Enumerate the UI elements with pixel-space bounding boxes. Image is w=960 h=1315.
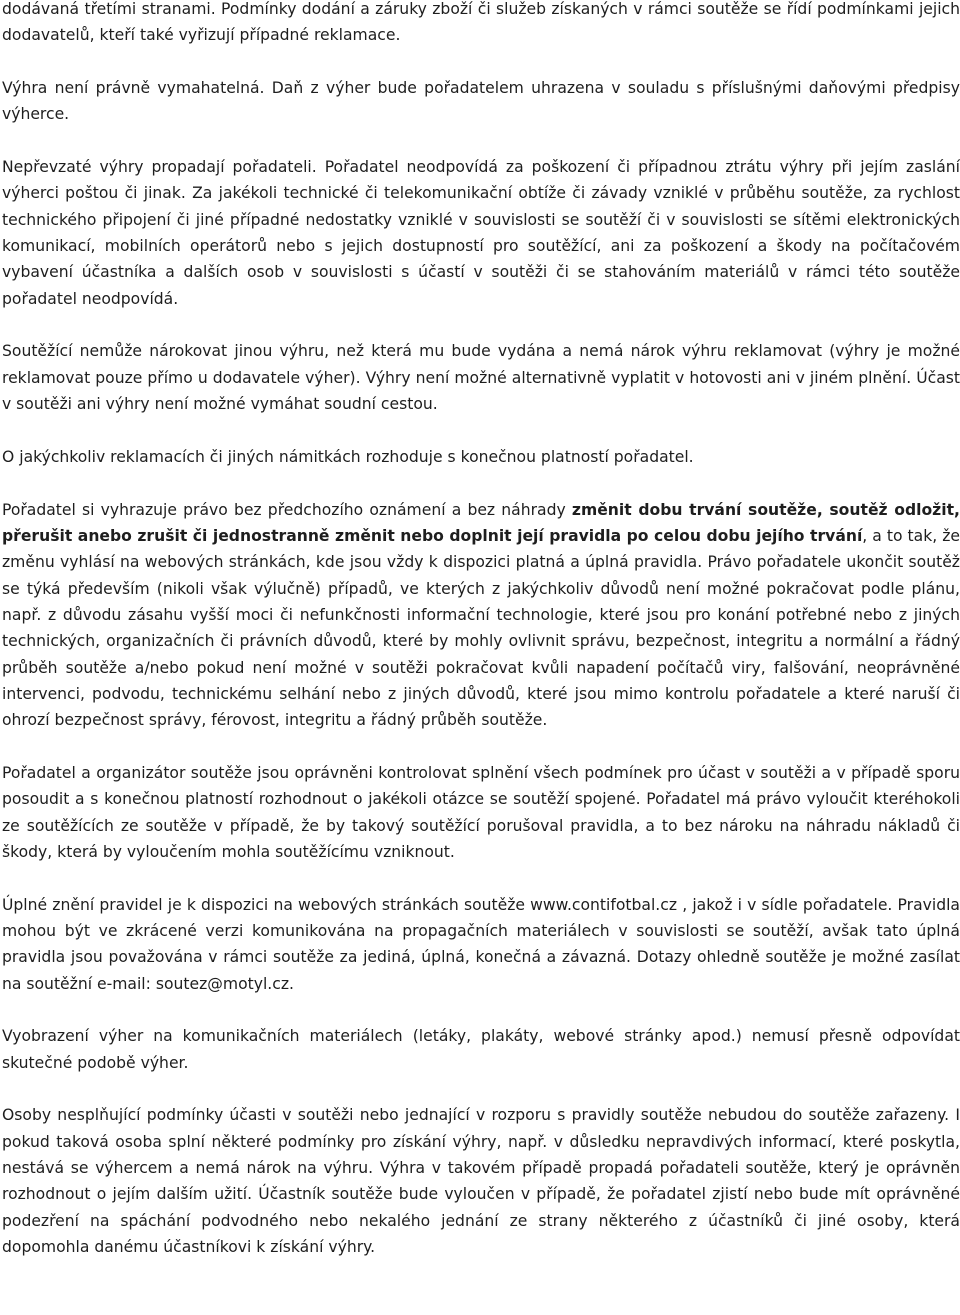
paragraph-final-decision (2, 444, 960, 470)
text-segment: Vyobrazení výher na komunikačních materiálech (letáky, plakáty, webové stránky apod.) nemusí přesně odpovídat skutečné podobě výher. (2, 1027, 960, 1072)
text-segment: Soutěžící nemůže nárokovat jinou výhru, než která mu bude vydána a nemá nárok výhru reklamovat (výhry je možné reklamovat pouze přímo u dodavatele výher). Výhry není možné alternativně vyplatit v hotovosti ani v jiném plnění. Účast v soutěži ani výhry není možné vymáhat soudní cestou. (2, 342, 960, 414)
paragraph-supplier-conditions (2, 0, 960, 49)
text-segment: Výhra není právně vymahatelná. Daň z výher bude pořadatelem uhrazena v souladu s příslušnými daňovými předpisy výherce. (2, 79, 960, 124)
paragraph-claims (2, 338, 960, 417)
text-segment: Pořadatel a organizátor soutěže jsou oprávněni kontrolovat splnění všech podmínek pro účast v soutěži a v případě sporu posoudit a s konečnou platností rozhodnout o jakékoli otázce se soutěží spojené. Pořadatel má právo vyloučit kteréhokoli ze soutěžících ze soutěže v případě, že by takový soutěžící porušoval pravidla, a to bez nároku na náhradu nákladů či škody, která by vyloučením mohla soutěžícímu vzniknout. (2, 763, 960, 861)
paragraph-rule-changes (2, 497, 960, 734)
paragraph-organizer-rights (2, 760, 960, 865)
text-segment-bold: změnit dobu trvání soutěže, soutěž odložit, přerušit anebo zrušit či jednostranně změnit nebo doplnit její pravidla po celou dobu jejího trvání (2, 500, 960, 545)
paragraph-prize-images (2, 1023, 960, 1076)
paragraph-liability (2, 154, 960, 312)
text-segment: Osoby nesplňující podmínky účasti v soutěži nebo jednající v rozporu s pravidly soutěže nebudou do soutěže zařazeny. I pokud taková osoba splní některé podmínky pro získání výhry, např. v důsledku nepravdivých informací, které poskytla, nestává se výhercem a nemá nárok na výhru. Výhra v takovém případě propadá pořadateli soutěže, který je oprávněn rozhodnout o jejím dalším užití. Účastník soutěže bude vyloučen v případě, že pořadatel zjistí nebo bude mít oprávněné podezření na spáchání podvodného nebo nekalého jednání ze strany některého z účastníků či jiné osoby, která dopomohla danému účastníkovi k získání výhry. (2, 1106, 960, 1257)
paragraph-exclusion (2, 1102, 960, 1260)
text-segment: Pořadatel si vyhrazuje právo bez předchozího oznámení a bez náhrady (2, 500, 572, 519)
paragraph-prize-tax (2, 75, 960, 128)
text-segment: O jakýchkoliv reklamacích či jiných námitkách rozhoduje s konečnou platností pořadatel. (2, 447, 694, 466)
text-segment: , a to tak, že změnu vyhlásí na webových stránkách, kde jsou vždy k dispozici platná a úplná pravidla. Právo pořadatele ukončit soutěž se týká především (nikoli však výlučně) případů, ve kterých z jakýchkoliv důvodů není možné pokračovat podle plánu, např. z důvodu zásahu vyšší moci či nefunkčnosti informační technologie, které jsou pro konání potřebné nebo z jiných technických, organizačních či právních důvodů, které by mohly ovlivnit správu, bezpečnost, integritu a normální a řádný průběh soutěže a/nebo pokud není možné v soutěži pokračovat kvůli napadení počítačů viry, falšování, neoprávněné intervenci, podvodu, technickému selhání nebo z jiných důvodů, které jsou mimo kontrolu pořadatele a které naruší či ohrozí bezpečnost správy, férovost, integritu a řádný průběh soutěže. (2, 526, 960, 730)
text-segment: dodávaná třetími stranami. Podmínky dodání a záruky zboží či služeb získaných v rámci soutěže se řídí podmínkami jejich dodavatelů, kteří také vyřizují případné reklamace. (2, 0, 960, 45)
document-page (2, 0, 960, 1261)
text-segment: Úplné znění pravidel je k dispozici na webových stránkách soutěže www.contifotbal.cz , jakož i v sídle pořadatele. Pravidla mohou být ve zkrácené verzi komunikována na propagačních materiálech v souvislosti se soutěží, avšak tato úplná pravidla jsou považována v rámci soutěže za jediná, úplná, konečná a závazná. Dotazy ohledně soutěže je možné zasílat na soutěžní e-mail: soutez@motyl.cz. (2, 895, 960, 993)
paragraph-full-rules (2, 892, 960, 997)
text-segment: Nepřevzaté výhry propadají pořadateli. Pořadatel neodpovídá za poškození či případnou ztrátu výhry při jejím zaslání výherci poštou či jinak. Za jakékoli technické či telekomunikační obtíže či závady vzniklé v průběhu soutěže, za rychlost technického připojení či jiné případné nedostatky vzniklé v souvislosti se soutěží či v souvislosti se sítěmi elektronických komunikací, mobilních operátorů nebo s jejich dostupností pro soutěžící, ani za poškození a škody na počítačovém vybavení účastníka a dalších osob v souvislosti s účastí v soutěži či se stahováním materiálů v rámci této soutěže pořadatel neodpovídá. (2, 158, 960, 308)
